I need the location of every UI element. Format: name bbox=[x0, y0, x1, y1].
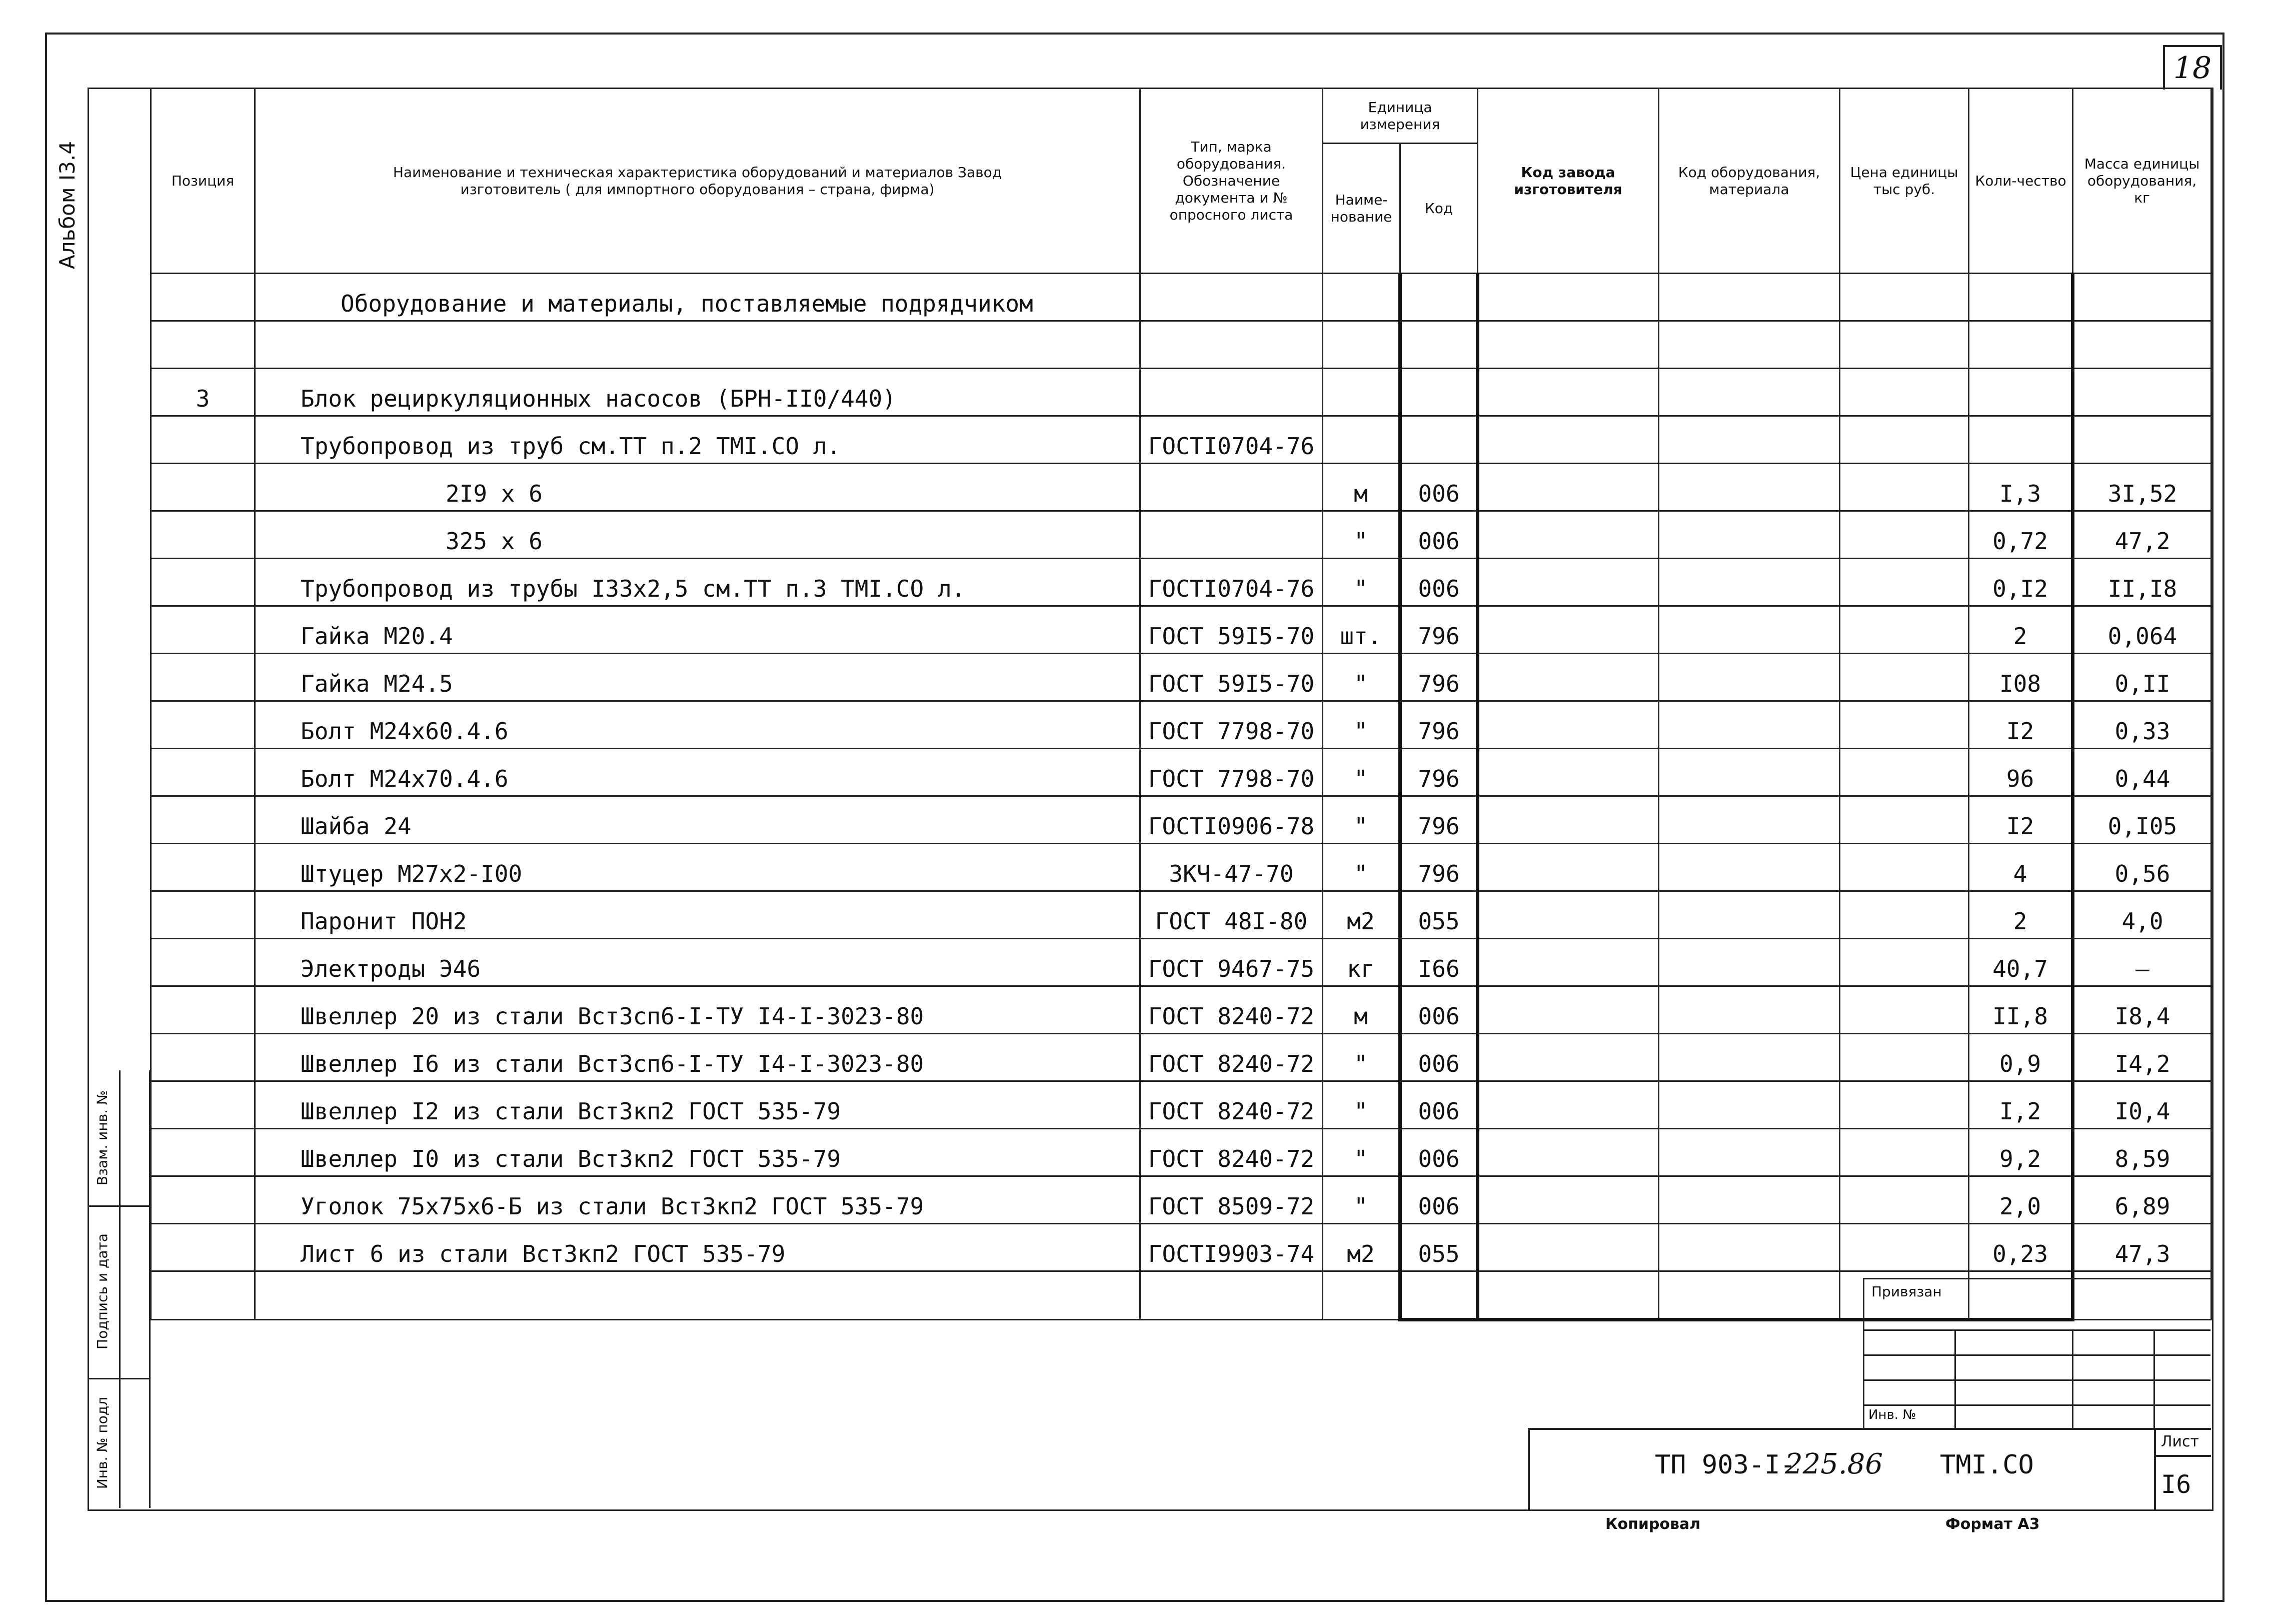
cell-unit-name: " bbox=[1323, 1129, 1400, 1176]
cell-price bbox=[1840, 1034, 1969, 1081]
cell-qty bbox=[1969, 274, 2073, 321]
cell-equip-code bbox=[1659, 749, 1840, 796]
cell-equip-code bbox=[1659, 321, 1840, 369]
cell-position bbox=[151, 464, 255, 511]
cell-type: ГОСТI0906-78 bbox=[1140, 796, 1323, 844]
cell-type bbox=[1140, 274, 1323, 321]
cell-mass: I0,4 bbox=[2073, 1081, 2211, 1129]
cell-unit-code: 796 bbox=[1400, 796, 1478, 844]
col-header-price: Цена единицы тыс руб. bbox=[1840, 89, 1969, 274]
cell-unit-name bbox=[1323, 274, 1400, 321]
cell-equip-code bbox=[1659, 1176, 1840, 1224]
cell-plant-code bbox=[1478, 559, 1659, 606]
cell-unit-name: " bbox=[1323, 1081, 1400, 1129]
cell-plant-code bbox=[1478, 749, 1659, 796]
document-code-suffix: ТМI.СО bbox=[1940, 1450, 2034, 1480]
cell-price bbox=[1840, 559, 1969, 606]
cell-qty: 4 bbox=[1969, 844, 2073, 891]
cell-position bbox=[151, 1034, 255, 1081]
cell-equip-code bbox=[1659, 844, 1840, 891]
cell-name: Трубопровод из трубы I33x2,5 см.ТТ п.3 ТМI.СО л. bbox=[255, 559, 1140, 606]
cell-name: Оборудование и материалы, поставляемые подрядчиком bbox=[255, 274, 1140, 321]
cell-price bbox=[1840, 1129, 1969, 1176]
cell-qty: 0,23 bbox=[1969, 1224, 2073, 1271]
cell-equip-code bbox=[1659, 1129, 1840, 1176]
cell-mass bbox=[2073, 369, 2211, 416]
cell-position bbox=[151, 939, 255, 986]
cell-position: 3 bbox=[151, 369, 255, 416]
cell-plant-code bbox=[1478, 416, 1659, 464]
cell-position bbox=[151, 844, 255, 891]
cell-position bbox=[151, 1081, 255, 1129]
cell-equip-code bbox=[1659, 939, 1840, 986]
table-row bbox=[151, 1176, 2211, 1224]
table-row bbox=[151, 606, 2211, 654]
cell-name: Болт М24х60.4.6 bbox=[255, 701, 1140, 749]
cell-mass: 8,59 bbox=[2073, 1129, 2211, 1176]
cell-qty: 9,2 bbox=[1969, 1129, 2073, 1176]
cell-type: ГОСТ 8240-72 bbox=[1140, 1034, 1323, 1081]
cell-unit-code bbox=[1400, 369, 1478, 416]
cell-equip-code bbox=[1659, 701, 1840, 749]
cell-unit-code: 006 bbox=[1400, 511, 1478, 559]
cell-equip-code bbox=[1659, 1271, 1840, 1320]
cell-equip-code bbox=[1659, 1034, 1840, 1081]
cell-qty: I2 bbox=[1969, 796, 2073, 844]
cell-unit-code: 796 bbox=[1400, 606, 1478, 654]
cell-type: ГОСТI0704-76 bbox=[1140, 559, 1323, 606]
cell-position bbox=[151, 701, 255, 749]
cell-unit-name: " bbox=[1323, 749, 1400, 796]
cell-price bbox=[1840, 749, 1969, 796]
cell-position bbox=[151, 986, 255, 1034]
cell-unit-code: 006 bbox=[1400, 1176, 1478, 1224]
cell-unit-code: 055 bbox=[1400, 891, 1478, 939]
cell-price bbox=[1840, 511, 1969, 559]
cell-type: ГОСТ 7798-70 bbox=[1140, 749, 1323, 796]
cell-type: ГОСТI9903-74 bbox=[1140, 1224, 1323, 1271]
side-label-replace-inv: Взам. инв. № bbox=[94, 1090, 111, 1186]
title-block-upper bbox=[1863, 1278, 2210, 1429]
cell-price bbox=[1840, 416, 1969, 464]
cell-price bbox=[1840, 891, 1969, 939]
cell-type bbox=[1140, 1271, 1323, 1320]
cell-equip-code bbox=[1659, 654, 1840, 701]
cell-price bbox=[1840, 844, 1969, 891]
cell-price bbox=[1840, 274, 1969, 321]
col-header-position: Позиция bbox=[151, 89, 255, 274]
cell-price bbox=[1840, 1224, 1969, 1271]
table-row bbox=[151, 369, 2211, 416]
cell-type: ГОСТ 8240-72 bbox=[1140, 986, 1323, 1034]
cell-mass: I4,2 bbox=[2073, 1034, 2211, 1081]
cell-position bbox=[151, 1271, 255, 1320]
cell-name: Штуцер М27х2-I00 bbox=[255, 844, 1140, 891]
col-header-plant-code: Код завода изготовителя bbox=[1478, 89, 1659, 274]
cell-type: ГОСТ 8509-72 bbox=[1140, 1176, 1323, 1224]
cell-unit-name bbox=[1323, 416, 1400, 464]
cell-price bbox=[1840, 654, 1969, 701]
cell-unit-name: шт. bbox=[1323, 606, 1400, 654]
cell-qty: 2,0 bbox=[1969, 1176, 2073, 1224]
cell-plant-code bbox=[1478, 511, 1659, 559]
cell-qty: 0,9 bbox=[1969, 1034, 2073, 1081]
cell-position bbox=[151, 416, 255, 464]
cell-plant-code bbox=[1478, 464, 1659, 511]
cell-mass: 47,2 bbox=[2073, 511, 2211, 559]
cell-unit-name: " bbox=[1323, 559, 1400, 606]
cell-price bbox=[1840, 701, 1969, 749]
cell-unit-name: " bbox=[1323, 844, 1400, 891]
side-label-signature-date: Подпись и дата bbox=[94, 1233, 111, 1349]
cell-unit-name: " bbox=[1323, 1176, 1400, 1224]
cell-name: Болт М24х70.4.6 bbox=[255, 749, 1140, 796]
table-row bbox=[151, 1224, 2211, 1271]
cell-mass: 6,89 bbox=[2073, 1176, 2211, 1224]
album-label: Альбом I3.4 bbox=[55, 141, 80, 270]
cell-qty: I08 bbox=[1969, 654, 2073, 701]
cell-plant-code bbox=[1478, 654, 1659, 701]
cell-mass: 0,33 bbox=[2073, 701, 2211, 749]
cell-price bbox=[1840, 1081, 1969, 1129]
cell-plant-code bbox=[1478, 1176, 1659, 1224]
cell-name: Швеллер 20 из стали ВстЗсп6-I-ТУ I4-I-3023-80 bbox=[255, 986, 1140, 1034]
cell-type bbox=[1140, 321, 1323, 369]
cell-unit-code: 796 bbox=[1400, 844, 1478, 891]
cell-unit-code: 006 bbox=[1400, 1081, 1478, 1129]
table-row bbox=[151, 891, 2211, 939]
cell-name bbox=[255, 321, 1140, 369]
specification-table bbox=[150, 88, 2212, 1321]
cell-name: 2I9 x 6 bbox=[255, 464, 1140, 511]
table-row bbox=[151, 274, 2211, 321]
cell-unit-code: I66 bbox=[1400, 939, 1478, 986]
cell-unit-code: 006 bbox=[1400, 559, 1478, 606]
cell-unit-name bbox=[1323, 369, 1400, 416]
cell-plant-code bbox=[1478, 844, 1659, 891]
cell-unit-code: 006 bbox=[1400, 1034, 1478, 1081]
cell-name: Швеллер I0 из стали ВстЗкп2 ГОСТ 535-79 bbox=[255, 1129, 1140, 1176]
cell-name: Гайка М20.4 bbox=[255, 606, 1140, 654]
cell-equip-code bbox=[1659, 891, 1840, 939]
cell-type bbox=[1140, 511, 1323, 559]
cell-qty: 2 bbox=[1969, 891, 2073, 939]
cell-plant-code bbox=[1478, 1224, 1659, 1271]
cell-position bbox=[151, 1129, 255, 1176]
cell-name bbox=[255, 1271, 1140, 1320]
cell-position bbox=[151, 606, 255, 654]
cell-unit-code: 796 bbox=[1400, 654, 1478, 701]
cell-type: ГОСТ 48I-80 bbox=[1140, 891, 1323, 939]
cell-qty bbox=[1969, 369, 2073, 416]
table-row bbox=[151, 464, 2211, 511]
cell-qty bbox=[1969, 416, 2073, 464]
cell-unit-code: 055 bbox=[1400, 1224, 1478, 1271]
cell-position bbox=[151, 749, 255, 796]
cell-equip-code bbox=[1659, 416, 1840, 464]
cell-type: ГОСТI0704-76 bbox=[1140, 416, 1323, 464]
cell-unit-code: 796 bbox=[1400, 701, 1478, 749]
cell-plant-code bbox=[1478, 321, 1659, 369]
cell-type: ГОСТ 59I5-70 bbox=[1140, 654, 1323, 701]
cell-unit-name: м bbox=[1323, 464, 1400, 511]
cell-type: ГОСТ 8240-72 bbox=[1140, 1081, 1323, 1129]
cell-plant-code bbox=[1478, 274, 1659, 321]
document-code-handwritten: 225.86 bbox=[1785, 1448, 1883, 1480]
cell-equip-code bbox=[1659, 511, 1840, 559]
table-row bbox=[151, 844, 2211, 891]
cell-unit-name: кг bbox=[1323, 939, 1400, 986]
cell-equip-code bbox=[1659, 464, 1840, 511]
col-header-type: Тип, марка оборудования. Обозначение документа и № опросного листа bbox=[1140, 89, 1323, 274]
table-row bbox=[151, 749, 2211, 796]
cell-qty: 0,I2 bbox=[1969, 559, 2073, 606]
cell-unit-name: " bbox=[1323, 1034, 1400, 1081]
cell-plant-code bbox=[1478, 1129, 1659, 1176]
cell-price bbox=[1840, 939, 1969, 986]
cell-equip-code bbox=[1659, 559, 1840, 606]
table-row bbox=[151, 511, 2211, 559]
table-row bbox=[151, 321, 2211, 369]
cell-plant-code bbox=[1478, 986, 1659, 1034]
cell-equip-code bbox=[1659, 1224, 1840, 1271]
cell-name: Блок рециркуляционных насосов (БРН-II0/440) bbox=[255, 369, 1140, 416]
table-row bbox=[151, 416, 2211, 464]
table-row bbox=[151, 1129, 2211, 1176]
cell-name: Трубопровод из труб см.ТТ п.2 ТМI.СО л. bbox=[255, 416, 1140, 464]
cell-price bbox=[1840, 369, 1969, 416]
cell-position bbox=[151, 511, 255, 559]
cell-unit-name bbox=[1323, 321, 1400, 369]
table-row bbox=[151, 939, 2211, 986]
col-header-mass: Масса единицы оборудования, кг bbox=[2073, 89, 2211, 274]
cell-mass bbox=[2073, 416, 2211, 464]
cell-mass: 0,064 bbox=[2073, 606, 2211, 654]
cell-type: ЗКЧ-47-70 bbox=[1140, 844, 1323, 891]
cell-unit-name: " bbox=[1323, 511, 1400, 559]
cell-unit-name: " bbox=[1323, 654, 1400, 701]
cell-qty: 0,72 bbox=[1969, 511, 2073, 559]
cell-qty: I2 bbox=[1969, 701, 2073, 749]
cell-plant-code bbox=[1478, 369, 1659, 416]
cell-unit-name: м2 bbox=[1323, 891, 1400, 939]
cell-position bbox=[151, 1176, 255, 1224]
cell-position bbox=[151, 274, 255, 321]
cell-name: Гайка М24.5 bbox=[255, 654, 1140, 701]
cell-unit-name: " bbox=[1323, 796, 1400, 844]
cell-name: Паронит ПОН2 bbox=[255, 891, 1140, 939]
col-header-equip-code: Код оборудования, материала bbox=[1659, 89, 1840, 274]
table-row bbox=[151, 796, 2211, 844]
cell-plant-code bbox=[1478, 1034, 1659, 1081]
col-header-unit-group: Единица измерения bbox=[1323, 89, 1478, 144]
cell-unit-name: м2 bbox=[1323, 1224, 1400, 1271]
cell-mass: 0,44 bbox=[2073, 749, 2211, 796]
cell-equip-code bbox=[1659, 606, 1840, 654]
cell-type bbox=[1140, 369, 1323, 416]
side-stamp bbox=[89, 1070, 151, 1508]
cell-equip-code bbox=[1659, 369, 1840, 416]
corner-sheet-number: 18 bbox=[2173, 51, 2212, 86]
table-row bbox=[151, 654, 2211, 701]
cell-unit-name bbox=[1323, 1271, 1400, 1320]
col-header-qty: Коли-чество bbox=[1969, 89, 2073, 274]
cell-unit-name: " bbox=[1323, 701, 1400, 749]
cell-name: Уголок 75х75х6-Б из стали ВстЗкп2 ГОСТ 535-79 bbox=[255, 1176, 1140, 1224]
cell-type: ГОСТ 59I5-70 bbox=[1140, 606, 1323, 654]
col-header-unit-name: Наиме-нование bbox=[1323, 144, 1400, 274]
cell-name: Швеллер I6 из стали ВстЗсп6-I-ТУ I4-I-3023-80 bbox=[255, 1034, 1140, 1081]
cell-unit-name: м bbox=[1323, 986, 1400, 1034]
cell-plant-code bbox=[1478, 1081, 1659, 1129]
table-row bbox=[151, 986, 2211, 1034]
cell-type: ГОСТ 9467-75 bbox=[1140, 939, 1323, 986]
table-row bbox=[151, 1034, 2211, 1081]
cell-mass: 4,0 bbox=[2073, 891, 2211, 939]
sheet-number: I6 bbox=[2161, 1470, 2191, 1499]
side-label-original-inv: Инв. № подл bbox=[94, 1396, 111, 1489]
table-row bbox=[151, 701, 2211, 749]
col-header-name: Наименование и техническая характеристика оборудований и материалов Завод изготовитель ( для импортного оборудования – страна, фирма) bbox=[255, 89, 1140, 274]
cell-plant-code bbox=[1478, 701, 1659, 749]
cell-qty: 2 bbox=[1969, 606, 2073, 654]
cell-price bbox=[1840, 986, 1969, 1034]
cell-name: Швеллер I2 из стали ВстЗкп2 ГОСТ 535-79 bbox=[255, 1081, 1140, 1129]
cell-mass: 0,56 bbox=[2073, 844, 2211, 891]
cell-equip-code bbox=[1659, 986, 1840, 1034]
cell-price bbox=[1840, 606, 1969, 654]
cell-plant-code bbox=[1478, 891, 1659, 939]
cell-qty: II,8 bbox=[1969, 986, 2073, 1034]
cell-unit-code: 006 bbox=[1400, 986, 1478, 1034]
cell-price bbox=[1840, 796, 1969, 844]
cell-plant-code bbox=[1478, 796, 1659, 844]
corner-sheet-box bbox=[2163, 45, 2222, 90]
cell-plant-code bbox=[1478, 939, 1659, 986]
cell-unit-code bbox=[1400, 321, 1478, 369]
cell-mass bbox=[2073, 274, 2211, 321]
cell-price bbox=[1840, 1176, 1969, 1224]
cell-name: Лист 6 из стали ВстЗкп2 ГОСТ 535-79 bbox=[255, 1224, 1140, 1271]
cell-unit-code bbox=[1400, 274, 1478, 321]
cell-equip-code bbox=[1659, 796, 1840, 844]
cell-unit-code: 796 bbox=[1400, 749, 1478, 796]
cell-mass: II,I8 bbox=[2073, 559, 2211, 606]
cell-equip-code bbox=[1659, 274, 1840, 321]
cell-qty: 40,7 bbox=[1969, 939, 2073, 986]
cell-unit-code: 006 bbox=[1400, 464, 1478, 511]
cell-name: Электроды Э46 bbox=[255, 939, 1140, 986]
stamp-privyazan-label: Привязан bbox=[1871, 1283, 1942, 1300]
cell-type: ГОСТ 8240-72 bbox=[1140, 1129, 1323, 1176]
cell-type: ГОСТ 7798-70 bbox=[1140, 701, 1323, 749]
col-header-unit-code: Код bbox=[1400, 144, 1478, 274]
cell-qty: I,2 bbox=[1969, 1081, 2073, 1129]
cell-equip-code bbox=[1659, 1081, 1840, 1129]
cell-mass: 0,II bbox=[2073, 654, 2211, 701]
cell-plant-code bbox=[1478, 606, 1659, 654]
cell-price bbox=[1840, 321, 1969, 369]
cell-qty bbox=[1969, 321, 2073, 369]
cell-position bbox=[151, 1224, 255, 1271]
table-row bbox=[151, 1081, 2211, 1129]
cell-position bbox=[151, 796, 255, 844]
sheet-label: Лист bbox=[2161, 1433, 2199, 1450]
cell-mass: 47,3 bbox=[2073, 1224, 2211, 1271]
cell-name: 325 x 6 bbox=[255, 511, 1140, 559]
cell-qty: 96 bbox=[1969, 749, 2073, 796]
cell-type bbox=[1140, 464, 1323, 511]
cell-position bbox=[151, 654, 255, 701]
cell-mass: I8,4 bbox=[2073, 986, 2211, 1034]
cell-position bbox=[151, 321, 255, 369]
cell-mass: – bbox=[2073, 939, 2211, 986]
cell-mass bbox=[2073, 321, 2211, 369]
cell-price bbox=[1840, 464, 1969, 511]
document-code-prefix: ТП 903-I- bbox=[1655, 1450, 1796, 1480]
cell-unit-code bbox=[1400, 416, 1478, 464]
cell-plant-code bbox=[1478, 1271, 1659, 1320]
cell-qty: I,3 bbox=[1969, 464, 2073, 511]
cell-unit-code bbox=[1400, 1271, 1478, 1320]
cell-position bbox=[151, 559, 255, 606]
cell-name: Шайба 24 bbox=[255, 796, 1140, 844]
cell-mass: 3I,52 bbox=[2073, 464, 2211, 511]
cell-mass: 0,I05 bbox=[2073, 796, 2211, 844]
cell-position bbox=[151, 891, 255, 939]
stamp-inv-no-label: Инв. № bbox=[1868, 1407, 1916, 1422]
footer-format-label: Формат А3 bbox=[1945, 1515, 2040, 1533]
table-row bbox=[151, 559, 2211, 606]
footer-copied-label: Копировал bbox=[1605, 1515, 1701, 1533]
title-block-main bbox=[1528, 1428, 2211, 1510]
cell-unit-code: 006 bbox=[1400, 1129, 1478, 1176]
